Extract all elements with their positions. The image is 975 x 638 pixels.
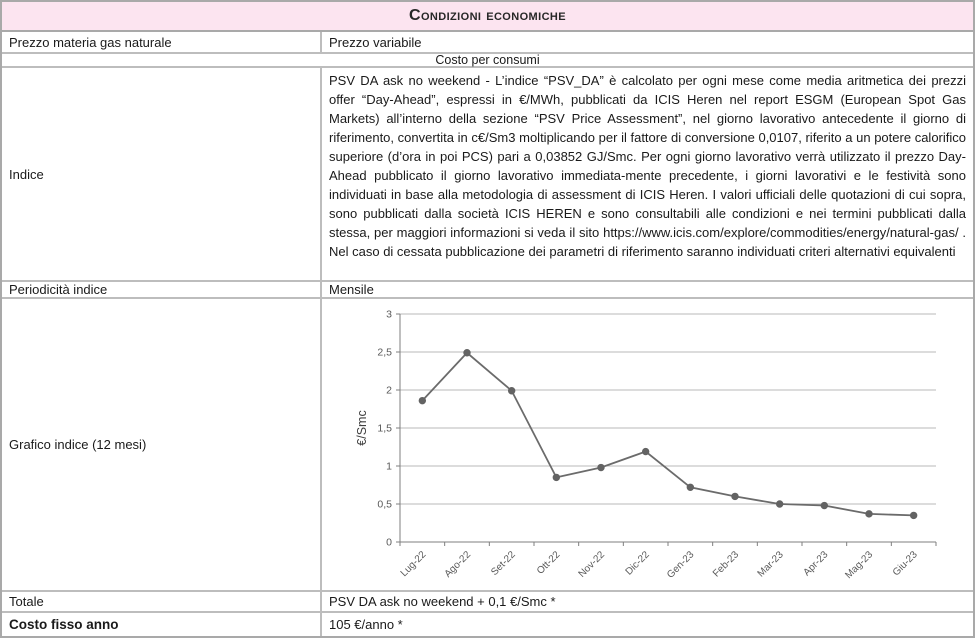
costo-fisso-label: Costo fisso anno: [9, 617, 119, 632]
indice-label: Indice: [9, 166, 44, 182]
svg-text:Lug-22: Lug-22: [398, 549, 429, 580]
prezzo-materia-label: Prezzo materia gas naturale: [9, 34, 172, 50]
row-costo-fisso-anno: [2, 613, 973, 636]
costo-per-consumi-label: Costo per consumi: [435, 53, 540, 67]
svg-text:3: 3: [386, 308, 392, 321]
svg-text:0: 0: [386, 536, 392, 549]
svg-text:0,5: 0,5: [377, 498, 392, 511]
grafico-label: Grafico indice (12 mesi): [9, 437, 147, 452]
chart-x-tick-labels: [399, 542, 936, 581]
svg-text:Nov-22: Nov-22: [576, 549, 608, 580]
periodicita-label: Periodicità indice: [9, 282, 108, 297]
svg-text:1: 1: [386, 460, 392, 473]
grafico-label-cell: [2, 299, 322, 590]
svg-text:Mag-23: Mag-23: [843, 549, 876, 582]
svg-text:Mar-23: Mar-23: [755, 549, 786, 580]
prezzo-materia-value: Prezzo variabile: [329, 34, 422, 50]
prezzo-materia-value-cell: [322, 32, 973, 52]
svg-text:Giu-23: Giu-23: [890, 549, 920, 579]
row-totale: [2, 592, 973, 613]
table-header: [2, 2, 973, 32]
totale-value-cell: [322, 592, 973, 611]
periodicita-value-cell: [322, 282, 973, 297]
costo-fisso-value: 105 €/anno *: [329, 617, 403, 632]
index-line-chart: [324, 300, 971, 590]
chart-series: [419, 350, 917, 519]
svg-text:Gen-23: Gen-23: [665, 549, 697, 581]
totale-label-cell: [2, 592, 322, 611]
indice-value-cell: [322, 68, 973, 280]
costo-fisso-label-cell: [2, 613, 322, 636]
chart-y-tick-labels: [377, 309, 400, 549]
svg-text:Feb-23: Feb-23: [710, 549, 742, 580]
indice-label-cell: [2, 68, 322, 280]
indice-description: PSV DA ask no weekend - L’indice “PSV_DA” è calcolato per ogni mese come media aritmetica dei prezzi offer “Day-Ahead”, espressi in €/MWh, pubblicati da ICIS Heren nel report ESGM (European Spot Gas Markets) all’interno della sezione “PSV Price Assessment”, nel giorno lavorativo antecedente il giorno di riferimento, convertita in c€/Sm3 moltiplicando per il fattore di conversione 0,0107, riferito a un potere calorifico superiore (d’ora in poi PCS) pari a 0,03852 GJ/Smc. Per ogni giorno lavorativo verrà utilizzato il prezzo Day-Ahead pubblicato il giorno lavorativo immediata-mente precedente, i giorni lavorativi e le festività sono individuati in base alla metodologia di assessment di ICIS Heren. I valori ufficiali delle quotazioni di cui sopra, sono pubblicati dalla società ICIS HEREN e sono consultabili alle condizioni e nei termini pubblicati dalla stessa, per maggiori informazioni si veda il sito https://www.icis.com/explore/commodities/energy/natural-gas/ . Nel caso di cessata pubblicazione dei parametri di riferimento saranno individuati criteri alternativi equivalenti: [329, 73, 966, 259]
page-title: Condizioni economiche: [408, 7, 566, 24]
svg-text:1,5: 1,5: [377, 422, 392, 435]
grafico-chart-cell: [322, 299, 973, 590]
svg-text:Apr-23: Apr-23: [801, 549, 831, 579]
totale-label: Totale: [9, 594, 44, 609]
chart-y-axis-title: €/Smc: [355, 410, 369, 446]
totale-value: PSV DA ask no weekend + 0,1 €/Smc *: [329, 594, 556, 609]
row-periodicita: [2, 282, 973, 299]
svg-text:2: 2: [386, 384, 392, 397]
svg-text:Ago-22: Ago-22: [442, 549, 474, 580]
row-grafico: [2, 299, 973, 592]
row-indice: [2, 68, 973, 282]
svg-text:Dic-22: Dic-22: [623, 549, 652, 578]
svg-text:Ott-22: Ott-22: [535, 549, 563, 577]
periodicita-value: Mensile: [329, 282, 374, 297]
prezzo-materia-label-cell: [2, 32, 322, 52]
periodicita-label-cell: [2, 282, 322, 297]
svg-text:2,5: 2,5: [377, 346, 392, 359]
svg-text:Set-22: Set-22: [489, 549, 518, 578]
chart-gridlines: [400, 314, 936, 504]
costo-fisso-value-cell: [322, 613, 973, 636]
row-costo-per-consumi: [2, 54, 973, 68]
row-prezzo-materia: [2, 32, 973, 54]
